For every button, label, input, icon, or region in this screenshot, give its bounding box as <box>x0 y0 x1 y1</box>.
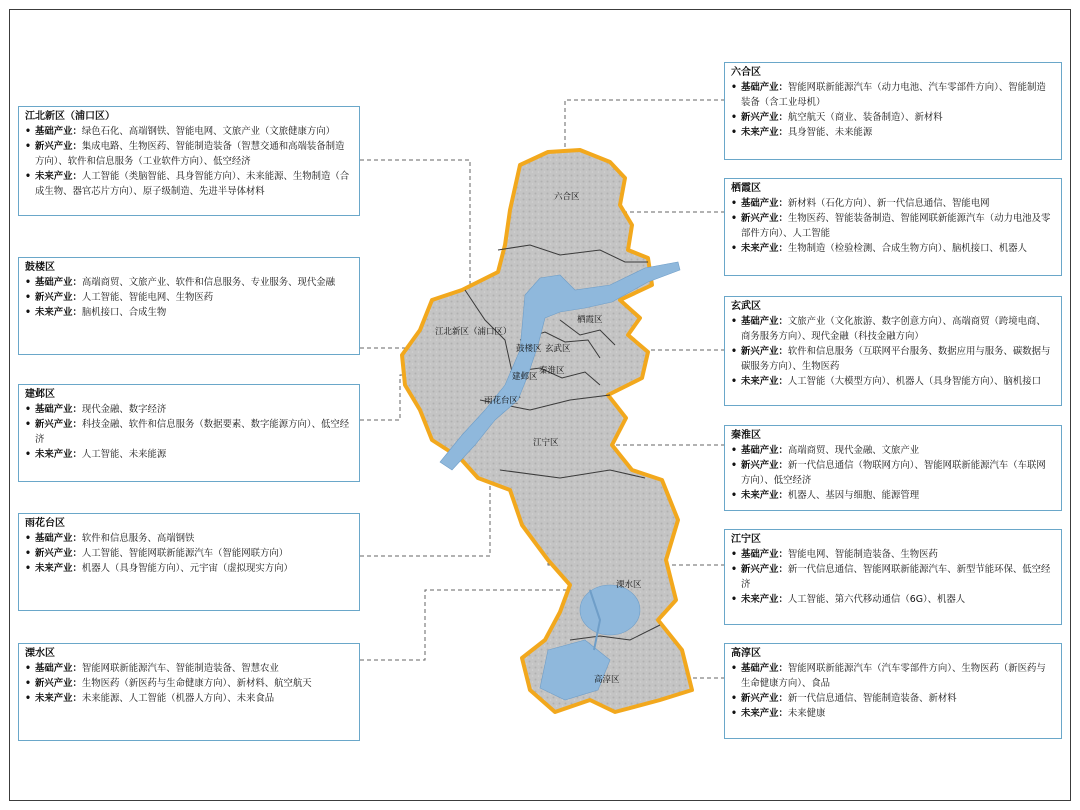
panel-liuhe <box>724 62 1062 160</box>
panel-xuanwu <box>724 296 1062 406</box>
map-label-jiangning: 江宁区 <box>533 438 559 448</box>
map-label-liuhe: 六合区 <box>554 192 580 202</box>
row-emerging: • 新兴产业：人工智能、智能电网、生物医药 <box>25 292 214 303</box>
row-emerging: • 新兴产业：科技金融、软件和信息服务（数据要素、数字能源方向）、低空经济 <box>25 419 350 445</box>
row-future: • 未来产业：人工智能（类脑智能、具身智能方向）、未来能源、生物制造（合成生物、器官芯片方向）、原子级制造、先进半导体材料 <box>25 171 350 197</box>
map-label-xuanwu: 玄武区 <box>545 344 571 354</box>
panel-gaochun <box>724 643 1062 739</box>
row-future: • 未来产业：机器人（具身智能方向）、元宇宙（虚拟现实方向） <box>25 563 293 574</box>
panel-title: 溧水区 <box>25 648 55 659</box>
map-label-lishui: 溧水区 <box>616 580 642 590</box>
row-emerging: • 新兴产业：集成电路、生物医药、智能制造装备（智慧交通和高端装备制造方向）、软件和信息服务（工业软件方向）、低空经济 <box>25 141 345 167</box>
row-emerging: • 新兴产业：人工智能、智能网联新能源汽车（智能网联方向） <box>25 548 289 559</box>
city-boundary <box>402 150 692 712</box>
panel-jiangbei <box>18 106 360 216</box>
panel-title: 栖霞区 <box>731 183 761 194</box>
panel-qixia <box>724 178 1062 276</box>
row-basic: • 基础产业：高端商贸、现代金融、文旅产业 <box>731 445 920 456</box>
panel-qinhuai <box>724 425 1062 511</box>
panel-title: 江宁区 <box>731 534 761 545</box>
row-basic: • 基础产业：智能网联新能源汽车（动力电池、汽车零部件方向）、智能制造装备（含工业母机） <box>731 82 1046 108</box>
map-label-yuhuatai: 雨花台区 <box>484 396 519 406</box>
map-label-jiangbei: 江北新区（浦口区） <box>435 327 512 337</box>
row-future: • 未来产业：机器人、基因与细胞、能源管理 <box>731 490 920 501</box>
panel-title: 鼓楼区 <box>25 262 55 273</box>
row-future: • 未来产业：未来能源、人工智能（机器人方向）、未来食品 <box>25 693 275 704</box>
row-emerging: • 新兴产业：航空航天（商业、装备制造）、新材料 <box>731 112 943 123</box>
row-basic: • 基础产业：高端商贸、文旅产业、软件和信息服务、专业服务、现代金融 <box>25 277 336 288</box>
map-label-jianye: 建邺区 <box>512 372 538 382</box>
map-label-qinhuai: 秦淮区 <box>539 366 565 376</box>
map-label-qixia: 栖霞区 <box>577 315 603 325</box>
map-label-gaochun: 高淳区 <box>594 675 620 685</box>
panel-title: 江北新区（浦口区） <box>25 111 115 122</box>
row-basic: • 基础产业：智能网联新能源汽车（汽车零部件方向）、生物医药（新医药与生命健康方向）、食品 <box>731 663 1046 689</box>
map-label-gulou: 鼓楼区 <box>516 344 542 354</box>
lake-south <box>580 585 640 635</box>
row-future: • 未来产业：生物制造（检验检测、合成生物方向）、脑机接口、机器人 <box>731 243 1027 254</box>
row-future: • 未来产业：人工智能、第六代移动通信（6G）、机器人 <box>731 594 966 605</box>
row-basic: • 基础产业：智能电网、智能制造装备、生物医药 <box>731 549 938 560</box>
row-emerging: • 新兴产业：生物医药（新医药与生命健康方向）、新材料、航空航天 <box>25 678 312 689</box>
panel-title: 雨花台区 <box>25 518 65 529</box>
row-future: • 未来产业：脑机接口、合成生物 <box>25 307 167 318</box>
panel-title: 高淳区 <box>731 648 761 659</box>
row-basic: • 基础产业：现代金融、数字经济 <box>25 404 167 415</box>
panel-title: 六合区 <box>731 67 761 78</box>
panel-title: 建邺区 <box>25 389 55 400</box>
row-basic: • 基础产业：新材料（石化方向）、新一代信息通信、智能电网 <box>731 198 990 209</box>
row-basic: • 基础产业：软件和信息服务、高端钢铁 <box>25 533 195 544</box>
row-basic: • 基础产业：绿色石化、高端钢铁、智能电网、文旅产业（文旅健康方向） <box>25 126 336 137</box>
panel-gulou <box>18 257 360 355</box>
panel-jiangning <box>724 529 1062 625</box>
row-future: • 未来产业：未来健康 <box>731 708 826 719</box>
row-future: • 未来产业：人工智能（大模型方向）、机器人（具身智能方向）、脑机接口 <box>731 376 1042 387</box>
row-future: • 未来产业：具身智能、未来能源 <box>731 127 873 138</box>
panel-jianye <box>18 384 360 482</box>
row-emerging: • 新兴产业：软件和信息服务（互联网平台服务、数据应用与服务、碳数据与碳服务方向）、生物医药 <box>731 346 1051 372</box>
panel-title: 秦淮区 <box>731 430 761 441</box>
row-future: • 未来产业：人工智能、未来能源 <box>25 449 167 460</box>
row-emerging: • 新兴产业：新一代信息通信、智能网联新能源汽车、新型节能环保、低空经济 <box>731 564 1051 590</box>
row-basic: • 基础产业：智能网联新能源汽车、智能制造装备、智慧农业 <box>25 663 279 674</box>
row-emerging: • 新兴产业：新一代信息通信、智能制造装备、新材料 <box>731 693 957 704</box>
row-emerging: • 新兴产业：生物医药、智能装备制造、智能网联新能源汽车（动力电池及零部件方向）、人工智能 <box>731 213 1051 239</box>
panel-yuhuatai <box>18 513 360 611</box>
row-emerging: • 新兴产业：新一代信息通信（物联网方向）、智能网联新能源汽车（车联网方向）、低空经济 <box>731 460 1046 486</box>
row-basic: • 基础产业：文旅产业（文化旅游、数字创意方向）、高端商贸（跨境电商、商务服务方向）、现代金融（科技金融方向） <box>731 316 1046 342</box>
panel-lishui <box>18 643 360 741</box>
panel-title: 玄武区 <box>731 301 761 312</box>
